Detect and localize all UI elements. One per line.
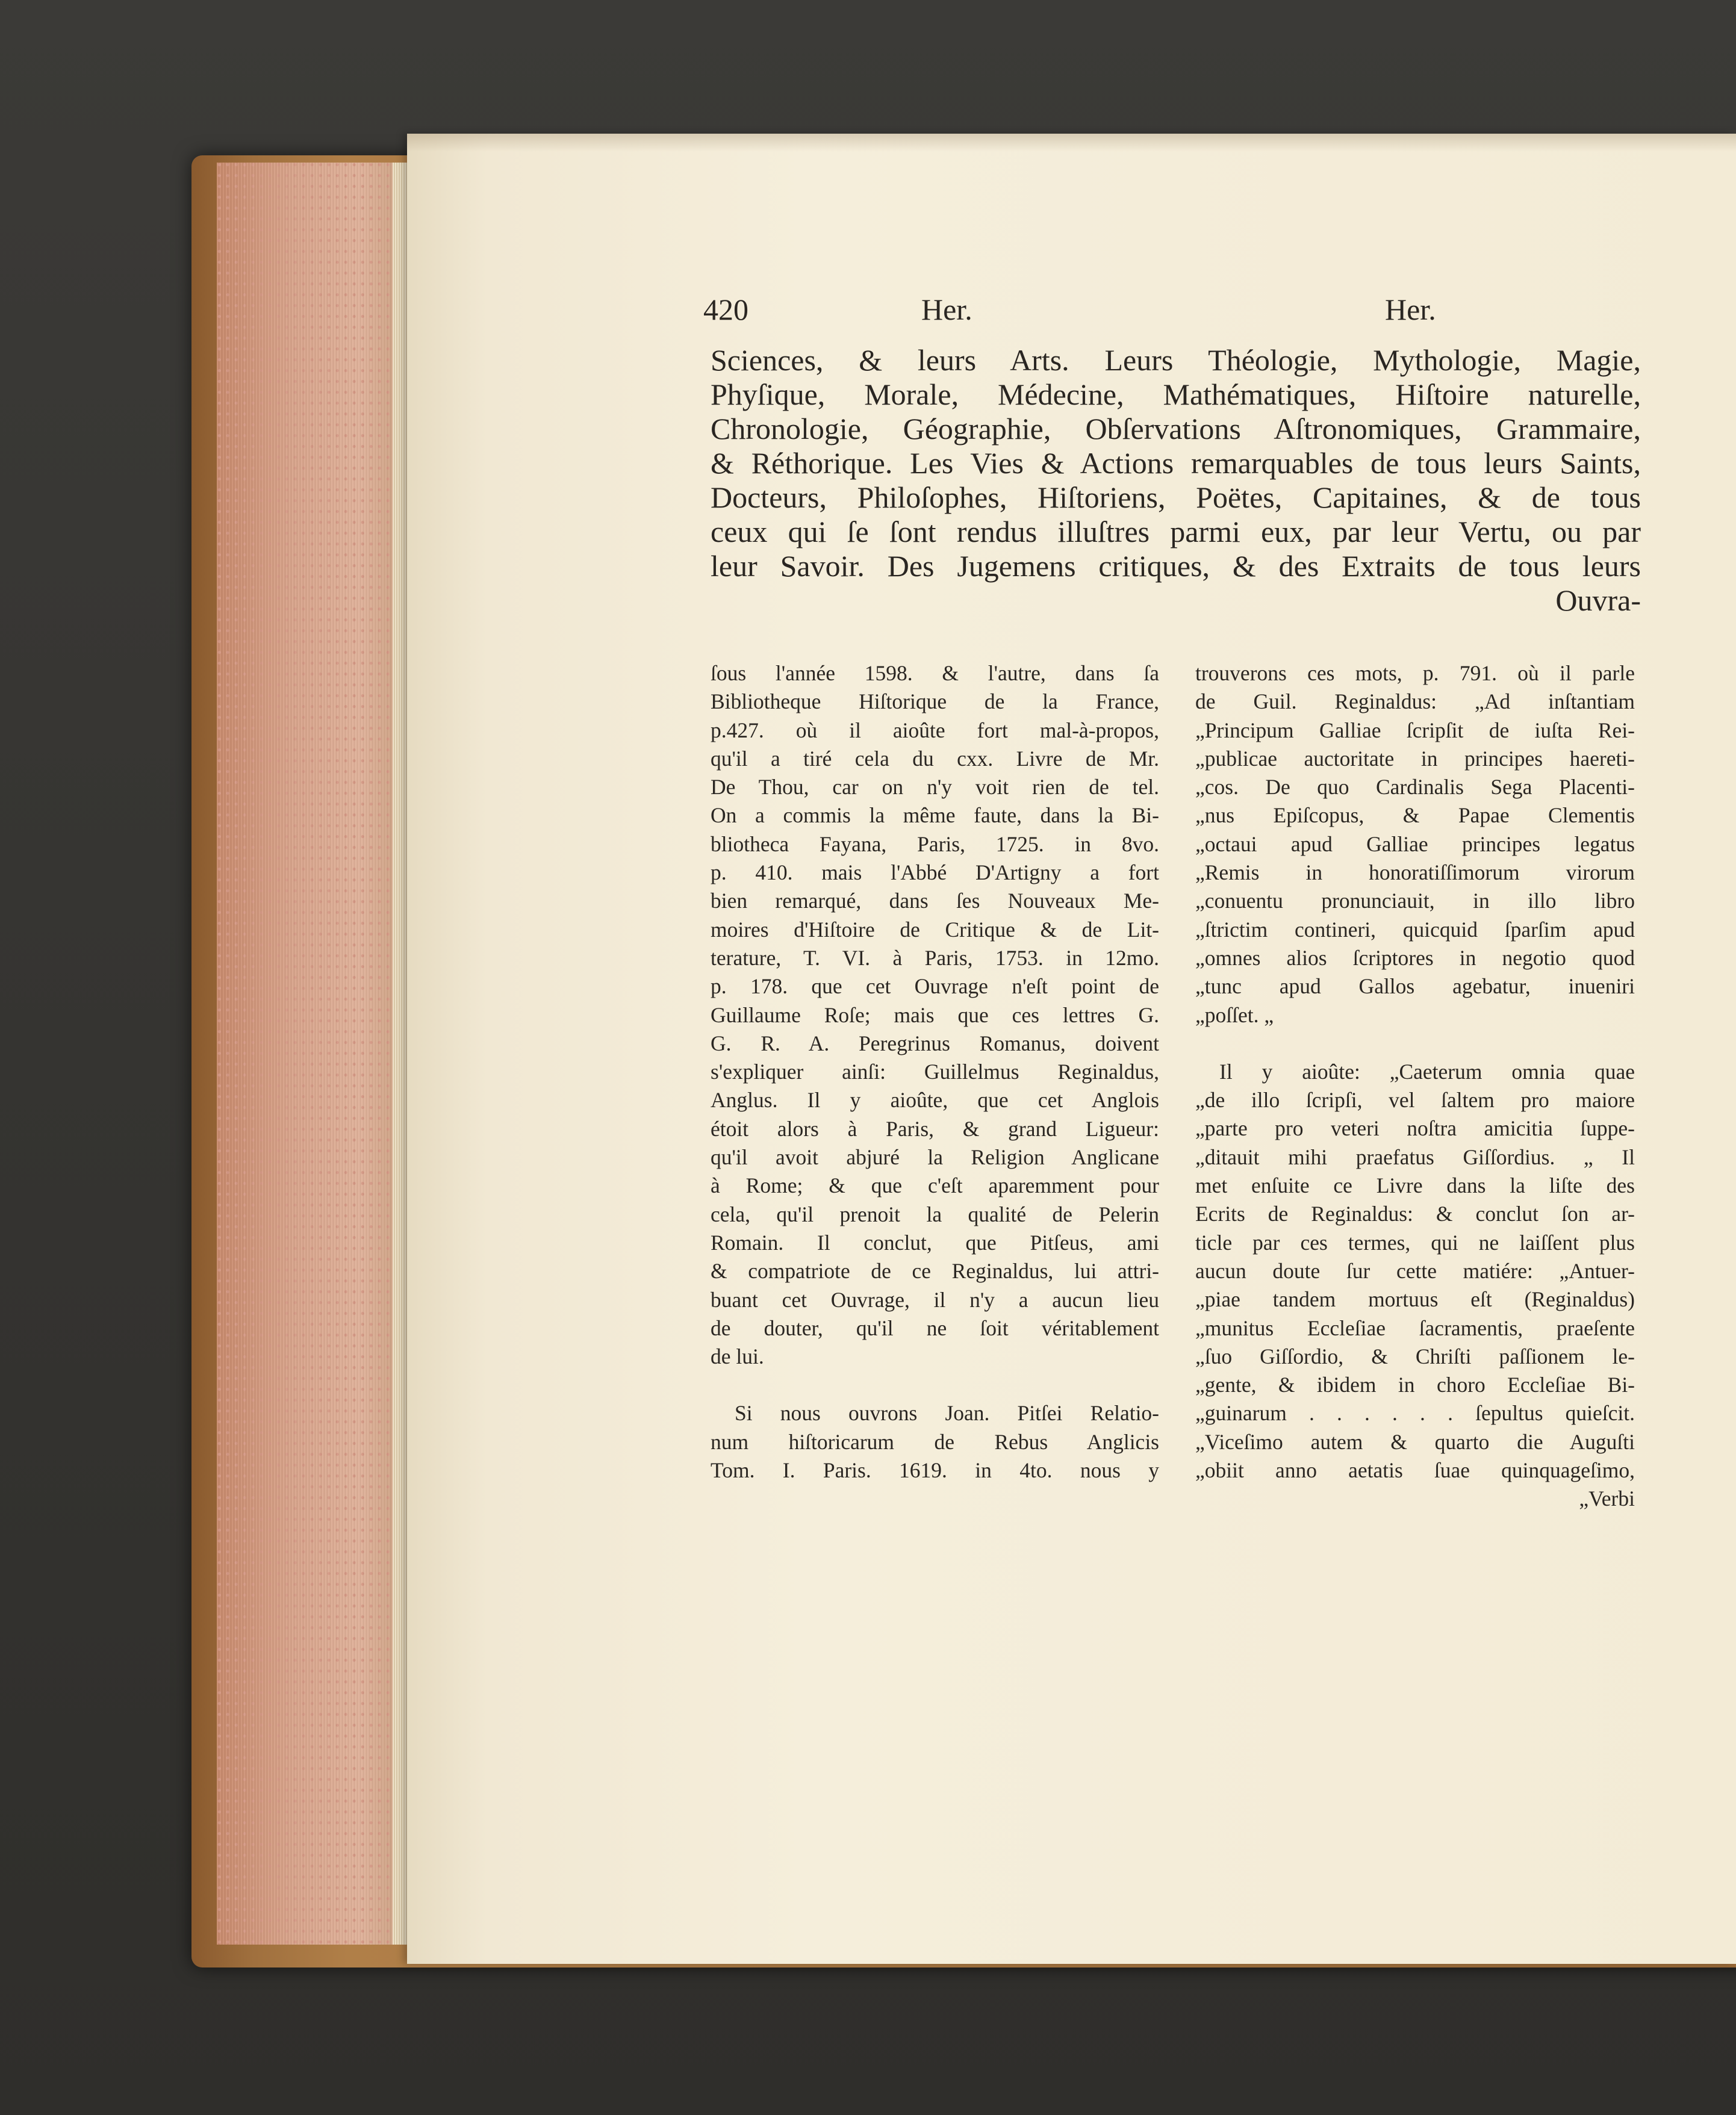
left-column-line: Tom. I. Paris. 1619. in 4to. nous y (711, 1458, 1159, 1483)
right-column-line: met enſuite ce Livre dans la liſte des (1195, 1173, 1635, 1198)
catchword-bottom: „Verbi (1579, 1486, 1635, 1511)
left-column-line: buant cet Ouvrage, il n'y a aucun lieu (711, 1287, 1159, 1312)
left-column-line: De Thou, car on n'y voit rien de tel. (711, 775, 1159, 800)
left-column-line: de lui. (711, 1344, 764, 1369)
page-top-shadow (407, 134, 1736, 152)
right-column-line: „de illo ſcripſi, vel ſaltem pro maiore (1195, 1088, 1635, 1113)
left-column-line: s'expliquer ainſi: Guillelmus Reginaldus, (711, 1060, 1159, 1084)
right-column-line: „cos. De quo Cardinalis Sega Placenti- (1195, 775, 1635, 800)
right-column-line: „Principum Galliae ſcripſit de iuſta Rei- (1195, 718, 1635, 742)
running-head-left: Her. (921, 293, 972, 326)
left-column-line: bliotheca Fayana, Paris, 1725. in 8vo. (711, 831, 1159, 856)
left-column-line: G. R. A. Peregrinus Romanus, doivent (711, 1031, 1159, 1055)
top-paragraph-line: Phyſique, Morale, Médecine, Mathématiques, Hiſtoire naturelle, (711, 377, 1641, 411)
top-paragraph-line: leur Savoir. Des Jugemens critiques, & des Extraits de tous leurs (711, 549, 1641, 583)
left-column-line: à Rome; & que c'eſt aparemment pour (711, 1173, 1159, 1198)
right-column-line: „publicae auctoritate in principes haereti- (1195, 746, 1635, 771)
right-column-line: trouverons ces mots, p. 791. où il parle (1195, 661, 1635, 685)
right-column-line: „gente, & ibidem in choro Eccleſiae Bi- (1195, 1373, 1635, 1397)
right-column-line: „ſuo Giſſordio, & Chriſti paſſionem le- (1195, 1344, 1635, 1368)
running-head-right: Her. (1385, 293, 1436, 326)
left-column-line: de douter, qu'il ne ſoit véritablement (711, 1315, 1159, 1340)
left-column-line: cela, qu'il prenoit la qualité de Pelerin (711, 1202, 1159, 1226)
left-column-line: Romain. Il conclut, que Pitſeus, ami (711, 1230, 1159, 1255)
right-column-line: „tunc apud Gallos agebatur, inueniri (1195, 974, 1635, 999)
right-column-line: ticle par ces termes, qui ne laiſſent plus (1195, 1230, 1635, 1255)
right-column-line: „piae tandem mortuus eſt (Reginaldus) (1195, 1287, 1635, 1312)
top-paragraph (711, 343, 1641, 618)
left-column-line: bien remarqué, dans ſes Nouveaux Me- (711, 889, 1159, 913)
right-column-line: „omnes alios ſcriptores in negotio quod (1195, 945, 1635, 970)
left-column-line: & compatriote de ce Reginaldus, lui attri- (711, 1259, 1159, 1284)
left-column-line: p.427. où il aioûte fort mal-à-propos, (711, 718, 1159, 742)
catchword-top: Ouvra- (1555, 583, 1641, 617)
left-column-line: Guillaume Roſe; mais que ces lettres G. (711, 1002, 1159, 1027)
right-column-line: „Remis in honoratiſſimorum virorum (1195, 860, 1635, 885)
top-paragraph-line: & Réthorique. Les Vies & Actions remarquables de tous leurs Saints, (711, 446, 1641, 480)
left-column-line: Anglus. Il y aioûte, que cet Anglois (711, 1088, 1159, 1113)
page-number: 420 (703, 293, 748, 326)
right-column-line: „octaui apud Galliae principes legatus (1195, 831, 1635, 856)
right-column-line: „ditauit mihi praefatus Giſſordius. „ Il (1195, 1144, 1635, 1169)
right-column-line: „munitus Eccleſiae ſacramentis, praeſente (1195, 1315, 1635, 1340)
left-column-line: p. 410. mais l'Abbé D'Artigny a fort (711, 860, 1159, 885)
right-column (1195, 659, 1635, 1514)
paragraph-gap (711, 1371, 1159, 1399)
top-paragraph-line: Chronologie, Géographie, Obſervations Aſtronomiques, Grammaire, (711, 412, 1641, 446)
right-column-line: „conuentu pronunciauit, in illo libro (1195, 889, 1635, 913)
right-column-line: „poſſet. „ (1195, 1002, 1274, 1027)
right-column-line: Il y aioûte: „Caeterum omnia quae (1219, 1059, 1635, 1084)
left-column-line: num hiſtoricarum de Rebus Anglicis (711, 1429, 1159, 1454)
left-column-line: On a commis la même faute, dans la Bi- (711, 803, 1159, 828)
left-column-line: Bibliotheque Hiſtorique de la France, (711, 689, 1159, 714)
left-column-line: moires d'Hiſtoire de Critique & de Lit- (711, 917, 1159, 942)
right-column-line: „obiit anno aetatis ſuae quinquageſimo, (1195, 1458, 1635, 1483)
left-column-line: qu'il a tiré cela du cxx. Livre de Mr. (711, 746, 1159, 771)
top-paragraph-line: Docteurs, Philoſophes, Hiſtoriens, Poëtes, Capitaines, & de tous (711, 480, 1641, 514)
left-column-line: Si nous ouvrons Joan. Pitſei Relatio- (735, 1401, 1159, 1426)
left-column-line: terature, T. VI. à Paris, 1753. in 12mo. (711, 945, 1159, 970)
right-column-line: de Guil. Reginaldus: „Ad inſtantiam (1195, 689, 1635, 714)
left-column-line: qu'il avoit abjuré la Religion Anglicane (711, 1145, 1159, 1170)
page-fore-edge (217, 163, 409, 1945)
top-paragraph-line: ceux qui ſe ſont rendus illuſtres parmi eux, par leur Vertu, ou par (711, 515, 1641, 548)
right-column-line: „nus Epiſcopus, & Papae Clementis (1195, 803, 1635, 828)
right-column-line: „Viceſimo autem & quarto die Auguſti (1195, 1429, 1635, 1454)
top-paragraph-line: Sciences, & leurs Arts. Leurs Théologie, Mythologie, Magie, (711, 343, 1641, 377)
left-column-line: ſous l'année 1598. & l'autre, dans ſa (711, 661, 1159, 685)
left-column-line: p. 178. que cet Ouvrage n'eſt point de (711, 974, 1159, 999)
left-column (711, 659, 1159, 1485)
paragraph-gap (1195, 1030, 1635, 1058)
right-column-line: „ſtrictim contineri, quicquid ſparſim apud (1195, 917, 1635, 942)
right-column-line: „parte pro veteri noſtra amicitia ſuppe- (1195, 1116, 1635, 1141)
right-column-line: „guinarum . . . . . . ſepultus quieſcit. (1195, 1401, 1635, 1426)
left-column-line: étoit alors à Paris, & grand Ligueur: (711, 1116, 1159, 1141)
right-column-line: Ecrits de Reginaldus: & conclut ſon ar- (1195, 1202, 1635, 1226)
right-column-line: aucun doute ſur cette matiére: „Antuer- (1195, 1258, 1635, 1283)
